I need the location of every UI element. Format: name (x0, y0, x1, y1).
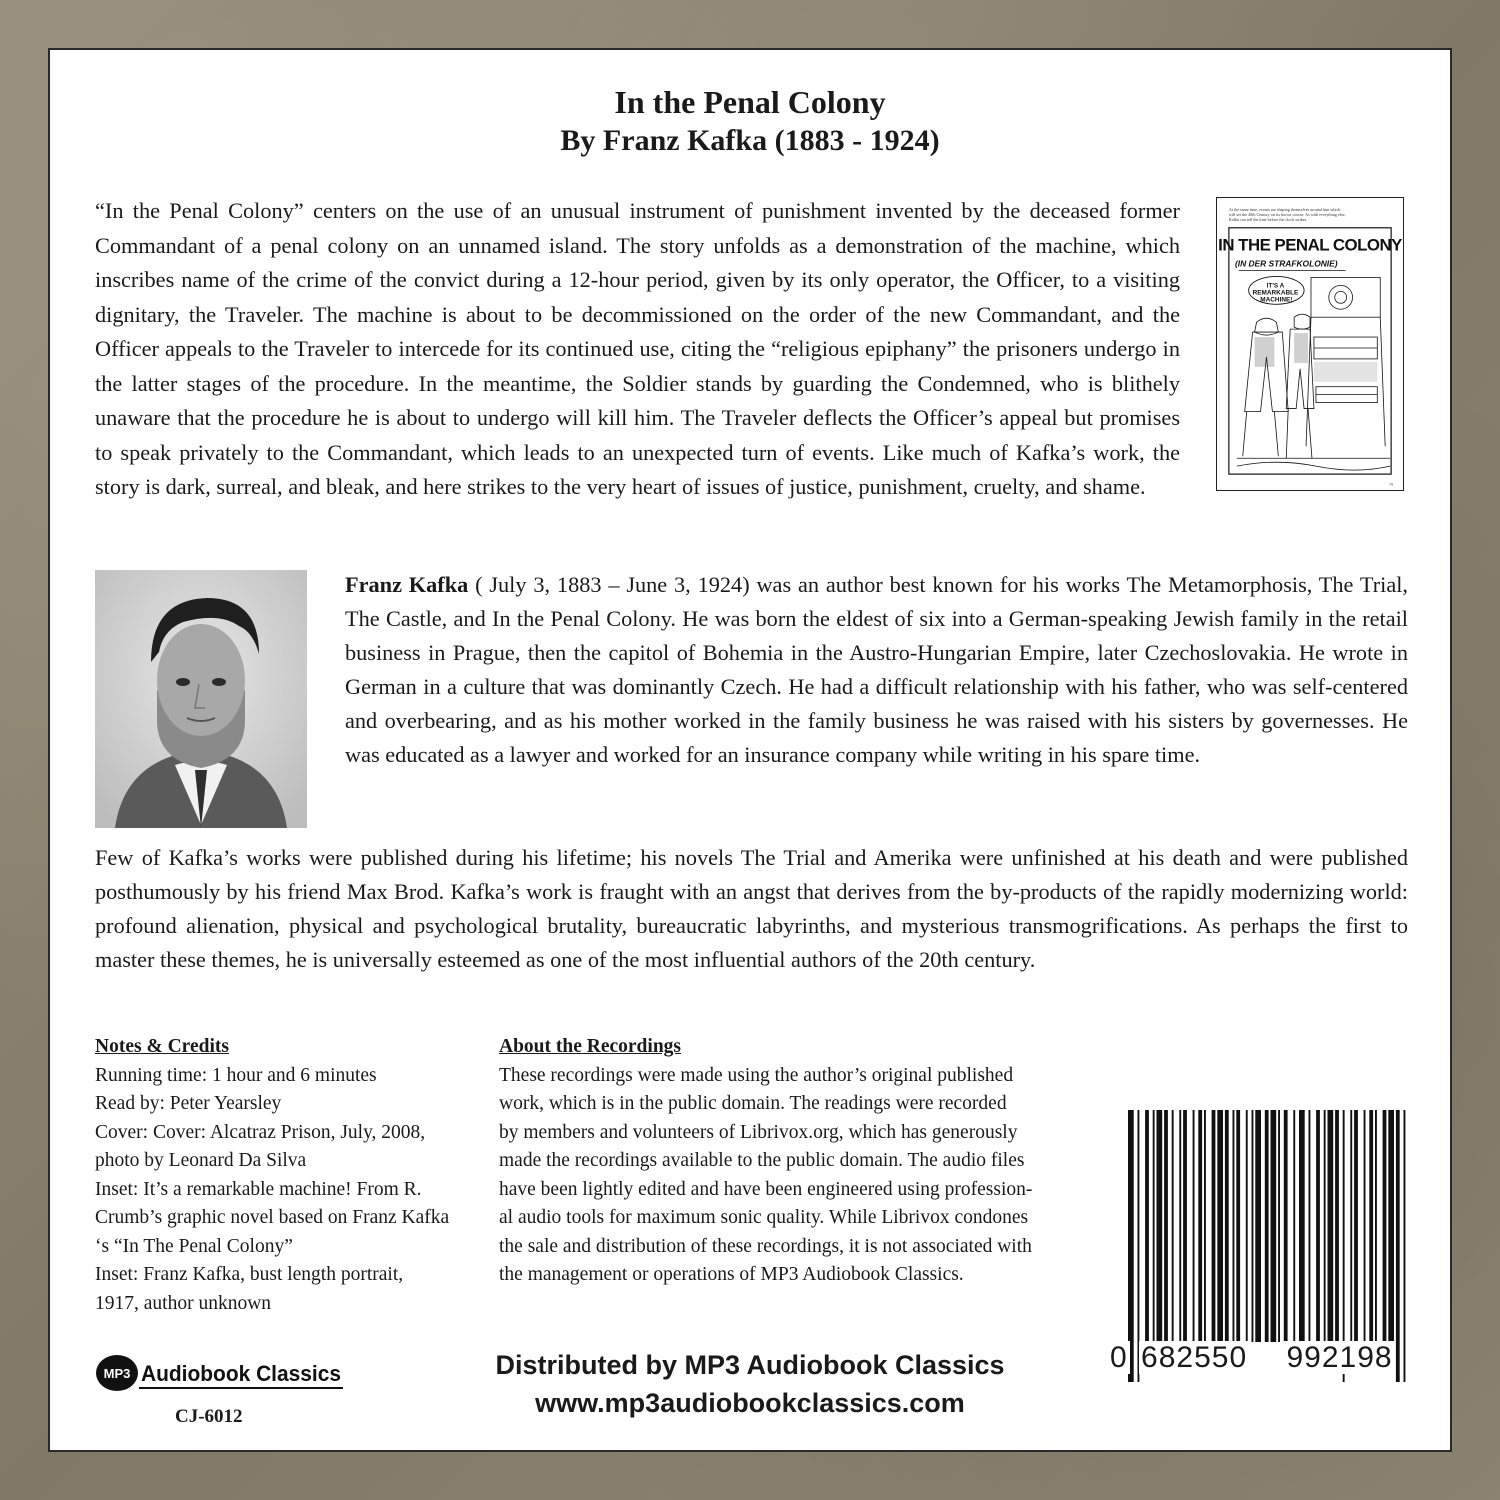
notes-line: Read by: Peter Yearsley (95, 1093, 282, 1114)
notes-line: Inset: Franz Kafka, bust length portrait, (95, 1264, 404, 1285)
comic-subtitle: (IN DER STRAFKOLONIE) (1234, 258, 1338, 269)
barcode-bar (1364, 1110, 1366, 1342)
barcode-bar (1309, 1110, 1311, 1342)
barcode-bar (1153, 1110, 1155, 1342)
barcode-bar (1233, 1110, 1235, 1342)
barcode-bar (1204, 1110, 1206, 1342)
about-line: These recordings were made using the author’s original published (499, 1064, 1014, 1086)
barcode-bar (1293, 1110, 1295, 1342)
logo-badge-text: MP3 (103, 1366, 131, 1381)
about-heading: About the Recordings (499, 1036, 682, 1057)
inset-comic-illustration (1216, 197, 1404, 491)
comic-title: IN THE PENAL COLONY (1218, 235, 1402, 255)
comic-page-number: 79 (1389, 482, 1394, 488)
barcode-bar (1255, 1110, 1261, 1342)
notes-line: ‘s “In The Penal Colony” (95, 1235, 293, 1257)
barcode-bar (1354, 1110, 1358, 1342)
barcode-bar (1328, 1110, 1334, 1342)
author-byline: By Franz Kafka (1883 - 1924) (560, 124, 940, 157)
notes-line: photo by Leonard Da Silva (95, 1150, 307, 1171)
barcode-bar (1375, 1110, 1377, 1342)
barcode-bar (1388, 1110, 1394, 1342)
barcode-bar (1157, 1110, 1163, 1342)
about-line: have been lightly edited and have been engineered using profession- (499, 1178, 1033, 1200)
barcode-bar (1179, 1110, 1181, 1342)
about-line: made the recordings available to the public domain. The audio files (499, 1150, 1025, 1171)
about-line: al audio tools for maximum sonic quality. While Librivox condones (499, 1207, 1029, 1228)
logo-name-text: Audiobook Classics (141, 1361, 341, 1386)
barcode-bar (1350, 1110, 1352, 1342)
notes-heading: Notes & Credits (95, 1036, 229, 1057)
notes-line: Inset: It’s a remarkable machine! From R. (95, 1178, 422, 1200)
notes-credits-section (95, 1033, 485, 1318)
barcode-number (1108, 1340, 1408, 1376)
barcode-bar (1271, 1110, 1277, 1342)
distributor-line: Distributed by MP3 Audiobook Classics (495, 1350, 1005, 1380)
website-url: www.mp3audiobookclassics.com (535, 1388, 965, 1418)
barcode-bar (1284, 1110, 1288, 1342)
barcode-bar (1335, 1110, 1339, 1342)
author-bio-text: ( July 3, 1883 – June 3, 1924) was an author best known for his works The Metamorphosis, The Trial, The Castle, and In the Penal Colony. He was born the eldest of six into a German-speaking Jewish family in the retail business in Prague, then the capitol of Bohemia in the Austro-Hungarian Empire, later Czechoslovakia. He wrote in German in a culture that was dominantly Czech. He had a difficult relationship with his father, who was self-centered and overbearing, and as his mother worked in the family business he was raised with his sisters by governesses. He was educated as a lawyer and worked for an insurance company while writing in his spare time. (345, 572, 1408, 767)
barcode-bar (1172, 1110, 1174, 1342)
barcode-bar (1324, 1110, 1326, 1342)
about-line: the sale and distribution of these recordings, it is not associated with (499, 1235, 1032, 1257)
barcode-bar (1383, 1110, 1387, 1342)
barcode-bar (1316, 1110, 1320, 1342)
barcode-bar (1369, 1110, 1373, 1342)
about-line: work, which is in the public domain. The readings were recorded (499, 1093, 1007, 1114)
barcode-group-1: 682550 (1141, 1341, 1248, 1374)
barcode-bar (1278, 1110, 1280, 1342)
barcode-bar (1225, 1110, 1229, 1342)
author-bio-paragraph (345, 568, 1408, 772)
author-portrait-photo (95, 570, 307, 828)
comic-speech: IT'S A REMARKABLE MACHINE! (1252, 282, 1299, 304)
book-title: In the Penal Colony (614, 84, 886, 120)
barcode-bar (1212, 1110, 1216, 1342)
about-line: by members and volunteers of Librivox.org, which has generously (499, 1121, 1018, 1143)
publisher-logo (95, 1352, 345, 1394)
notes-line: Crumb’s graphic novel based on Franz Kafka (95, 1207, 450, 1228)
catalog-code: CJ-6012 (175, 1406, 243, 1427)
notes-line: Running time: 1 hour and 6 minutes (95, 1064, 377, 1086)
barcode-bar (1252, 1110, 1254, 1342)
barcode-bar (1217, 1110, 1223, 1342)
barcode-bar (1265, 1110, 1269, 1342)
barcode-bar (1145, 1110, 1149, 1342)
barcode-bar (1236, 1110, 1240, 1342)
barcode-bar (1198, 1110, 1202, 1342)
synopsis-paragraph: “In the Penal Colony” centers on the use of an unusual instrument of punishment invented by the deceased former Commandant of a penal colony on an unnamed island. The story unfolds as a demonstration of the machine, which inscribes name of the crime of the convict during a 12-hour period, given by its only operator, the Officer, to a visiting dignitary, the Traveler. The machine is about to be decommissioned on the order of the new Commandant, and the Officer appeals to the Traveler to intercede for its continued use, citing the “religious epiphany” the prisoners undergo in the latter stages of the procedure. In the meantime, the Soldier stands by guarding the Condemned, who is blithely unaware that the procedure he is about to undergo will kill him. The Traveler deflects the Officer’s appeal but promises to speak privately to the Commandant, which leads to an unexpected turn of events. Like much of Kafka’s work, the story is dark, surreal, and bleak, and here strikes to the very heart of issues of justice, punishment, cruelty, and shame. (95, 198, 1180, 499)
barcode-bar (1246, 1110, 1248, 1342)
notes-line: 1917, author unknown (95, 1292, 272, 1314)
about-line: the management or operations of MP3 Audiobook Classics. (499, 1264, 964, 1285)
back-cover-panel (48, 48, 1452, 1452)
notes-line: Cover: Cover: Alcatraz Prison, July, 2008, (95, 1121, 426, 1143)
barcode-bar (1299, 1110, 1305, 1342)
author-name: Franz Kafka (345, 572, 469, 597)
comic-caption: At the same time, events are shaping themselves around him which will set the 20th Century on its horror course. As with everything else, Kafka can tell the time before the clock strikes. (1228, 206, 1346, 222)
legacy-paragraph: Few of Kafka’s works were published during his lifetime; his novels The Trial and Amerika were unfinished at his death and were published posthumously by his friend Max Brod. Kafka’s work is fraught with an angst that derives from the by-products of the rapidly modernizing world: profound alienation, physical and psychological brutality, bureaucratic labyrinths, and mysterious transmogrifications. As perhaps the first to master these themes, he is universally esteemed as one of the most influential authors of the 20th century. (95, 845, 1408, 972)
barcode-bar (1193, 1110, 1195, 1342)
barcode-group-2: 992198 (1286, 1341, 1393, 1374)
about-recordings-section (499, 1033, 1091, 1290)
barcode-left-digit: 0 (1110, 1341, 1128, 1374)
barcode-bar (1164, 1110, 1168, 1342)
barcode-bar (1183, 1110, 1187, 1342)
